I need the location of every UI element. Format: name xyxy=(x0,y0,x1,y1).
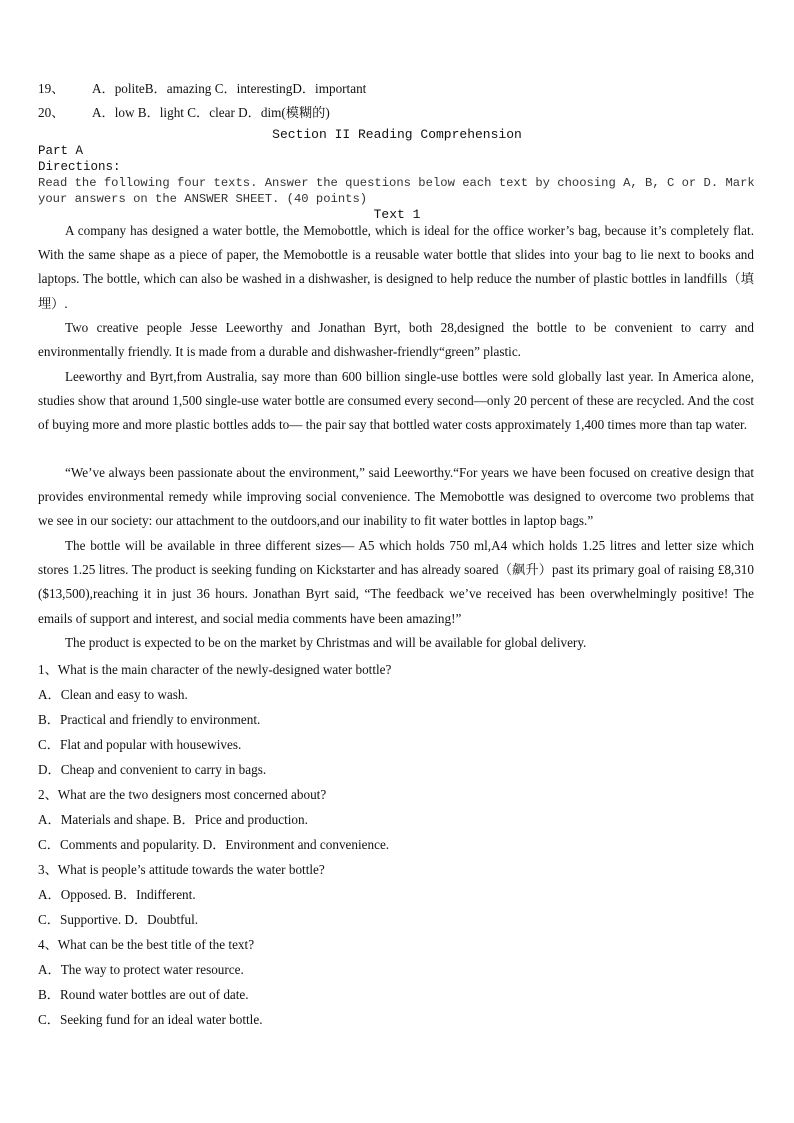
question-1-option-d: D．Cheap and convenient to carry in bags. xyxy=(38,762,267,777)
paragraph-2: Two creative people Jesse Leeworthy and Jonathan Byrt, both 28,designed the bottle to be convenient to carry and environmentally friendly. It is made from a durable and dishwasher-friendly“green” plastic. xyxy=(38,320,754,360)
part-label: Part A xyxy=(38,144,84,158)
question-1-option-c: C．Flat and popular with housewives. xyxy=(38,737,242,752)
question-19-options: A．politeB．amazing C．interestingD．important xyxy=(92,81,367,96)
paragraph-1: A company has designed a water bottle, the Memobottle, which is ideal for the office worker’s bag, because it’s completely flat. With the same shape as a piece of paper, the Memobottle is a reusable water bottle that slides into your bag to lie next to books and laptops. The bottle, which can also be washed in a dishwasher, is designed to help reduce the number of plastic bottles in landfills（填埋）. xyxy=(38,223,754,311)
question-3-stem: 3、What is people’s attitude towards the water bottle? xyxy=(38,862,325,877)
question-1-stem: 1、What is the main character of the newly-designed water bottle? xyxy=(38,662,392,677)
question-2-options-ab: A．Materials and shape. B．Price and production. xyxy=(38,812,308,827)
section-title: Section II Reading Comprehension xyxy=(272,127,522,142)
question-4-stem: 4、What can be the best title of the text? xyxy=(38,937,255,952)
question-19 xyxy=(38,78,366,97)
question-3-options-ab: A．Opposed. B．Indifferent. xyxy=(38,887,196,902)
paragraph-3: Leeworthy and Byrt,from Australia, say more than 600 billion single-use bottles were sold globally last year. In America alone, studies show that around 1,500 single-use water bottle are consumed every second—only 20 percent of these are recycled. And the cost of buying more and more plastic bottles adds to— the pair say that bottled water costs approximately 1,400 times more than tap water. xyxy=(38,369,754,433)
paragraph-6: The product is expected to be on the market by Christmas and will be available for global delivery. xyxy=(65,635,587,650)
question-20 xyxy=(38,102,330,121)
question-20-options: A．low B．light C．clear D．dim(模糊的) xyxy=(92,105,330,120)
directions-text: Read the following four texts. Answer the questions below each text by choosing A, B, C or D. Mark your answers on the ANSWER SHEET. (40 points) xyxy=(38,176,755,206)
question-1-option-a: A．Clean and easy to wash. xyxy=(38,687,188,702)
question-19-number: 19、 xyxy=(38,81,65,96)
question-4-option-a: A．The way to protect water resource. xyxy=(38,962,244,977)
paragraph-4: “We’ve always been passionate about the environment,” said Leeworthy.“For years we have been focused on creative design that provides environmental remedy while improving social convenience. The Memobottle was designed to overcome two problems that we see in our society: our attachment to the outdoors,and our inability to fit water bottles in laptop bags.” xyxy=(38,465,754,529)
question-3-options-cd: C．Supportive. D．Doubtful. xyxy=(38,912,199,927)
paragraph-5: The bottle will be available in three different sizes— A5 which holds 750 ml,A4 which holds 1.25 litres and letter size which stores 1.25 litres. The product is seeking funding on Kickstarter and has already soared（飙升）past its primary goal of raising £8,310 ($13,500),reaching it in just 36 hours. Jonathan Byrt said, “The feedback we’ve received has been overwhelmingly positive! The emails of support and interest, and social media comments have been amazing!” xyxy=(38,538,754,626)
question-2-options-cd: C．Comments and popularity. D．Environment and convenience. xyxy=(38,837,390,852)
directions-label: Directions: xyxy=(38,160,121,174)
question-20-number: 20、 xyxy=(38,105,65,120)
question-4-option-c: C．Seeking fund for an ideal water bottle. xyxy=(38,1012,263,1027)
question-1-option-b: B．Practical and friendly to environment. xyxy=(38,712,261,727)
text-title: Text 1 xyxy=(373,207,421,222)
question-4-option-b: B．Round water bottles are out of date. xyxy=(38,987,249,1002)
question-2-stem: 2、What are the two designers most concerned about? xyxy=(38,787,327,802)
